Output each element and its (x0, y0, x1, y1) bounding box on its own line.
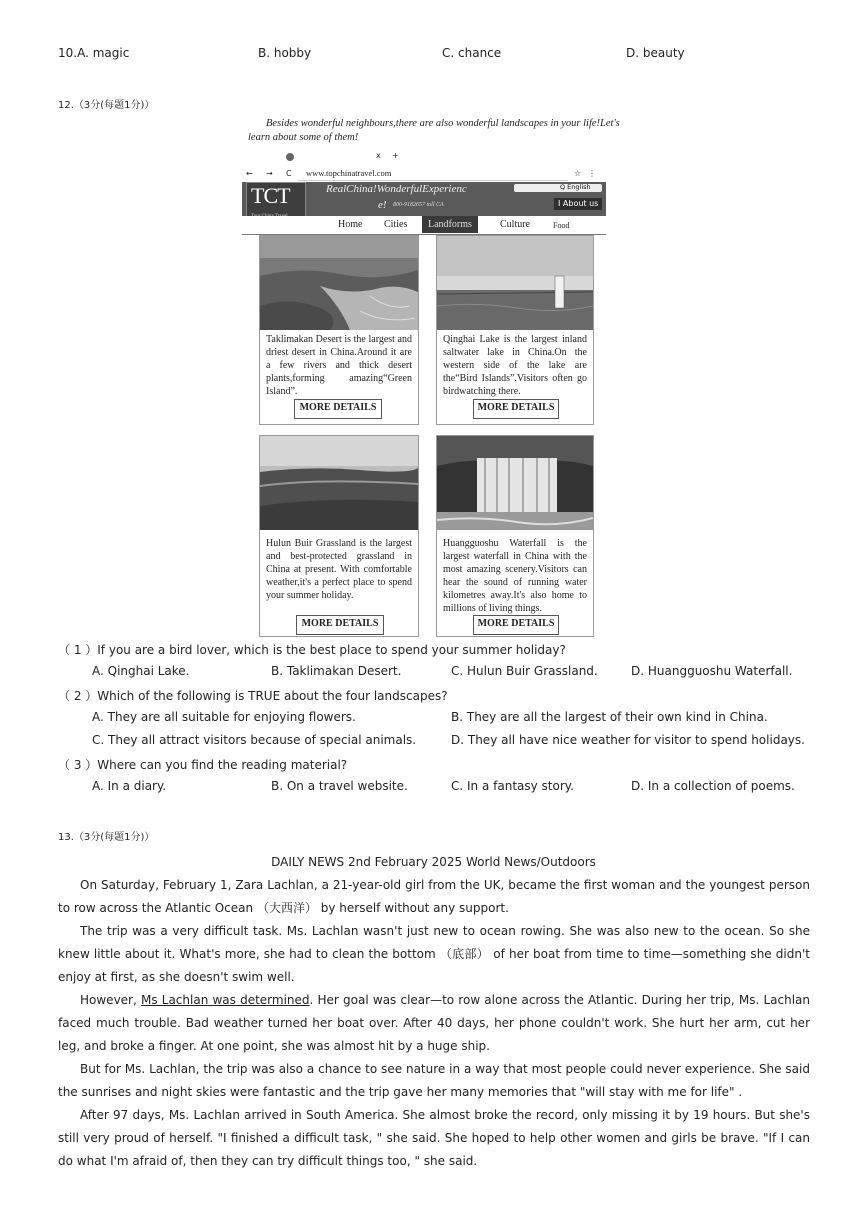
back-icon[interactable]: ← (246, 169, 253, 178)
website-screenshot (240, 150, 610, 637)
q12-1-option-a[interactable]: A. Qinghai Lake. (92, 664, 190, 678)
landscape-card-lake (436, 235, 594, 425)
q12-header: 12.（3分(每题1分)） (58, 100, 155, 111)
waterfall-image (437, 436, 593, 530)
q12-2-option-d[interactable]: D. They all have nice weather for visitor to spend holidays. (451, 733, 805, 747)
lake-description: Qinghai Lake is the largest inland saltwater lake in China.On the western side of the lake are the“Bird Islands”.Visitors often go birdwatching there. (443, 334, 587, 397)
lake-image (437, 236, 593, 330)
desert-image (260, 236, 418, 330)
forward-icon[interactable]: → (266, 169, 273, 178)
q12-3-stem: （ 3 ）Where can you find the reading material? (58, 758, 348, 772)
tab-close-icon[interactable]: x (376, 151, 381, 160)
q12-2-option-c[interactable]: C. They all attract visitors because of special animals. (92, 733, 417, 747)
landscape-card-waterfall (436, 435, 594, 637)
q13-p3-after: . Her goal was clear—to row alone across the Atlantic. During her trip, Ms. Lachlan faced much trouble. Bad weather turned her boat over. After 40 days, her phone couldn't work. She hurt her arm, cut her leg, and broke a finger. At one point, she was almost hit by a huge ship. (58, 993, 810, 1053)
q12-intro-line2: learn about some of them! (248, 132, 359, 143)
q12-1-stem: （ 1 ）If you are a bird lover, which is the best place to spend your summer holiday? (58, 643, 566, 657)
nav-landforms[interactable]: Landforms (422, 216, 478, 233)
site-nav (242, 216, 606, 235)
q13-p3-before: However, (80, 993, 141, 1007)
nav-cities[interactable]: Cities (384, 219, 408, 230)
q13-paragraph-4: But for Ms. Lachlan, the trip was also a chance to see nature in a way that most people could never experience. She said the sunrises and night skies were fantastic and the trip gave her many memories that "will stay with me for life" . (58, 1062, 810, 1099)
q13-paragraph-3 (58, 989, 810, 1058)
q12-3-option-a[interactable]: A. In a diary. (92, 779, 167, 793)
landscape-card-desert (259, 235, 419, 425)
waterfall-more-details-button[interactable]: MORE DETAILS (473, 615, 559, 635)
q12-3-option-c[interactable]: C. In a fantasy story. (451, 779, 574, 793)
q12-3-option-d[interactable]: D. In a collection of poems. (631, 779, 795, 793)
language-label: Q English (560, 183, 591, 191)
q10-option-d: D. beauty (626, 46, 685, 60)
browser-tab-icon (286, 153, 294, 161)
q13-p3-underlined: Ms Lachlan was determined (140, 993, 310, 1007)
q13-paragraph-1: On Saturday, February 1, Zara Lachlan, a 21-year-old girl from the UK, became the first woman and the youngest person to row across the Atlantic Ocean （大西洋） by herself without any support. (58, 878, 810, 915)
waterfall-description: Huangguoshu Waterfall is the largest waterfall in China with the most amazing scenery.Visitors can hear the sound of running water kilometres away.It's also home to millions of living things. (443, 538, 587, 614)
q12-1-option-d[interactable]: D. Huangguoshu Waterfall. (631, 664, 793, 678)
logo-text: TCT (251, 183, 290, 208)
q12-2-option-b[interactable]: B. They are all the largest of their own kind in China. (451, 710, 768, 724)
nav-home[interactable]: Home (338, 219, 363, 230)
q12-1-option-b[interactable]: B. Taklimakan Desert. (271, 664, 402, 678)
q13-header: 13.（3分(每题1分)） (58, 832, 155, 843)
q12-2-stem: （ 2 ）Which of the following is TRUE about the four landscapes? (58, 689, 448, 703)
site-phone: 800-9182657 toll CA (393, 202, 444, 208)
q12-3-option-b[interactable]: B. On a travel website. (271, 779, 408, 793)
desert-more-details-button[interactable]: MORE DETAILS (294, 399, 382, 419)
grassland-description: Hulun Buir Grassland is the largest and best-protected grassland in China at present. With comfortable weather,it's a perfect place to spend your summer holiday. (266, 538, 412, 601)
landscape-card-grassland (259, 435, 419, 637)
q13-paragraph-2: The trip was a very difficult task. Ms. Lachlan wasn't just new to ocean rowing. She was also new to the ocean. So she knew little about it. What's more, she had to clean the bottom （底部） of her boat from time to time—something she didn't enjoy at first, as she doesn't swim well. (58, 924, 810, 984)
menu-icon[interactable]: ⋮ (588, 169, 596, 178)
nav-food[interactable]: Food (553, 221, 570, 230)
star-icon[interactable]: ☆ (574, 169, 582, 178)
q12-1-option-c[interactable]: C. Hulun Buir Grassland. (451, 664, 598, 678)
q10-option-b: B. hobby (258, 46, 312, 60)
q12-2-option-a[interactable]: A. They are all suitable for enjoying flowers. (92, 710, 356, 724)
url-bar[interactable] (298, 168, 568, 181)
url-text: www.topchinatravel.com (306, 168, 392, 178)
q13-paragraph-5: After 97 days, Ms. Lachlan arrived in South America. She almost broke the record, only missing it by 19 hours. But she's still very proud of herself. "I finished a difficult task, " she said. She hoped to help other women and girls be brave. "If I can do what I'm afraid of, then they can try difficult things too, " she said. (58, 1108, 810, 1168)
q13-title: DAILY NEWS 2nd February 2025 World News/Outdoors (271, 855, 596, 869)
lake-more-details-button[interactable]: MORE DETAILS (473, 399, 559, 419)
site-slogan-line1: RealChina!WonderfulExperienc (326, 183, 467, 195)
about-us-button[interactable] (554, 198, 602, 210)
language-selector[interactable] (514, 184, 602, 192)
about-us-label: I About us (558, 199, 599, 208)
tab-new-icon[interactable]: + (392, 151, 399, 160)
site-slogan-line2: e! (378, 199, 387, 211)
desert-description: Taklimakan Desert is the largest and driest desert in China.Around it are a few rivers and thick desert plants,forming amazing“Green Island”. (266, 334, 412, 397)
grassland-more-details-button[interactable]: MORE DETAILS (296, 615, 384, 635)
q10-option-c: C. chance (442, 46, 502, 60)
q12-intro-line1: Besides wonderful neighbours,there are also wonderful landscapes in your life!Let's (266, 118, 620, 129)
nav-culture[interactable]: Culture (500, 219, 530, 230)
q10-option-a: 10.A. magic (58, 46, 130, 60)
grassland-image (260, 436, 418, 530)
reload-icon[interactable]: C (286, 169, 292, 178)
